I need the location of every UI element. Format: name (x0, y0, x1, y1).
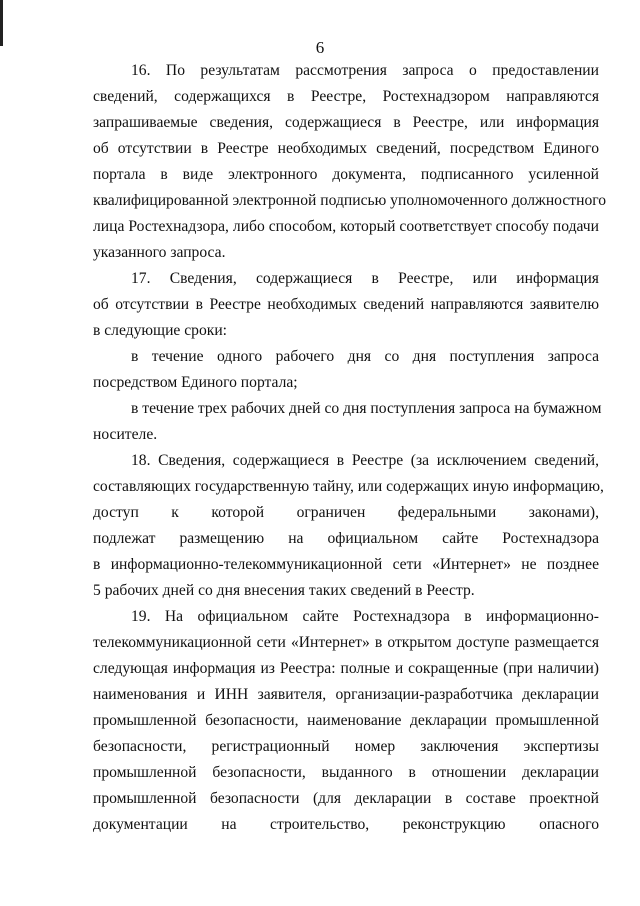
text-line: 18. Сведения, содержащиеся в Реестре (за исключением сведений, (131, 452, 599, 469)
text-line: в следующие сроки: (93, 322, 228, 339)
text-line: 16. По результатам рассмотрения запроса о предоставлении (131, 62, 599, 79)
text-line: подлежат размещению на официальном сайте Ростехнадзора (93, 530, 599, 547)
paragraph-17 (93, 266, 599, 344)
text-line: об отсутствии в Реестре необходимых сведений направляются заявителю (93, 296, 599, 313)
text-line: об отсутствии в Реестре необходимых сведений, посредством Единого (93, 140, 599, 157)
text-line: наименования и ИНН заявителя, организации-разработчика декларации (93, 686, 599, 703)
document-body (93, 58, 607, 838)
text-line: портала в виде электронного документа, подписанного усиленной (93, 166, 599, 183)
text-line: промышленной безопасности (для декларации в составе проектной (93, 790, 599, 807)
paragraph-19 (93, 604, 599, 838)
paragraph-18 (93, 448, 604, 604)
text-line: промышленной безопасности, выданного в отношении декларации (93, 764, 599, 781)
text-line: указанного запроса. (93, 244, 226, 261)
paragraph-16 (93, 58, 607, 266)
text-line: носителе. (93, 426, 158, 443)
text-line: телекоммуникационной сети «Интернет» в открытом доступе размещается (93, 634, 599, 651)
page-number: 6 (315, 38, 325, 57)
text-line: промышленной безопасности, наименование декларации промышленной (93, 712, 599, 729)
text-line: составляющих государственную тайну, или содержащих иную информацию, (93, 478, 604, 495)
text-line: запрашиваемые сведения, содержащиеся в Реестре, или информация (93, 114, 599, 131)
text-line: посредством Единого портала; (93, 374, 298, 391)
paragraph-17-item-1 (93, 344, 599, 396)
text-line: 17. Сведения, содержащиеся в Реестре, или информация (131, 270, 599, 287)
text-line: документации на строительство, реконструкцию опасного (93, 816, 599, 833)
text-line: квалифицированной электронной подписью уполномоченного должностного (93, 192, 607, 209)
text-line: в течение трех рабочих дней со дня поступления запроса на бумажном (131, 400, 602, 417)
text-line: сведений, содержащихся в Реестре, Ростехнадзором направляются (93, 88, 599, 105)
paragraph-17-item-2 (93, 396, 602, 448)
text-line: следующая информация из Реестра: полные и сокращенные (при наличии) (93, 660, 599, 677)
text-line: 5 рабочих дней со дня внесения таких сведений в Реестр. (93, 582, 475, 599)
text-line: 19. На официальном сайте Ростехнадзора в информационно- (131, 608, 599, 625)
text-line: лица Ростехнадзора, либо способом, который соответствует способу подачи (93, 218, 599, 235)
text-line: безопасности, регистрационный номер заключения экспертизы (93, 738, 599, 755)
text-line: в течение одного рабочего дня со дня поступления запроса (131, 348, 599, 365)
text-line: доступ к которой ограничен федеральными законами), (93, 504, 599, 521)
text-line: в информационно-телекоммуникационной сети «Интернет» не позднее (93, 556, 599, 573)
